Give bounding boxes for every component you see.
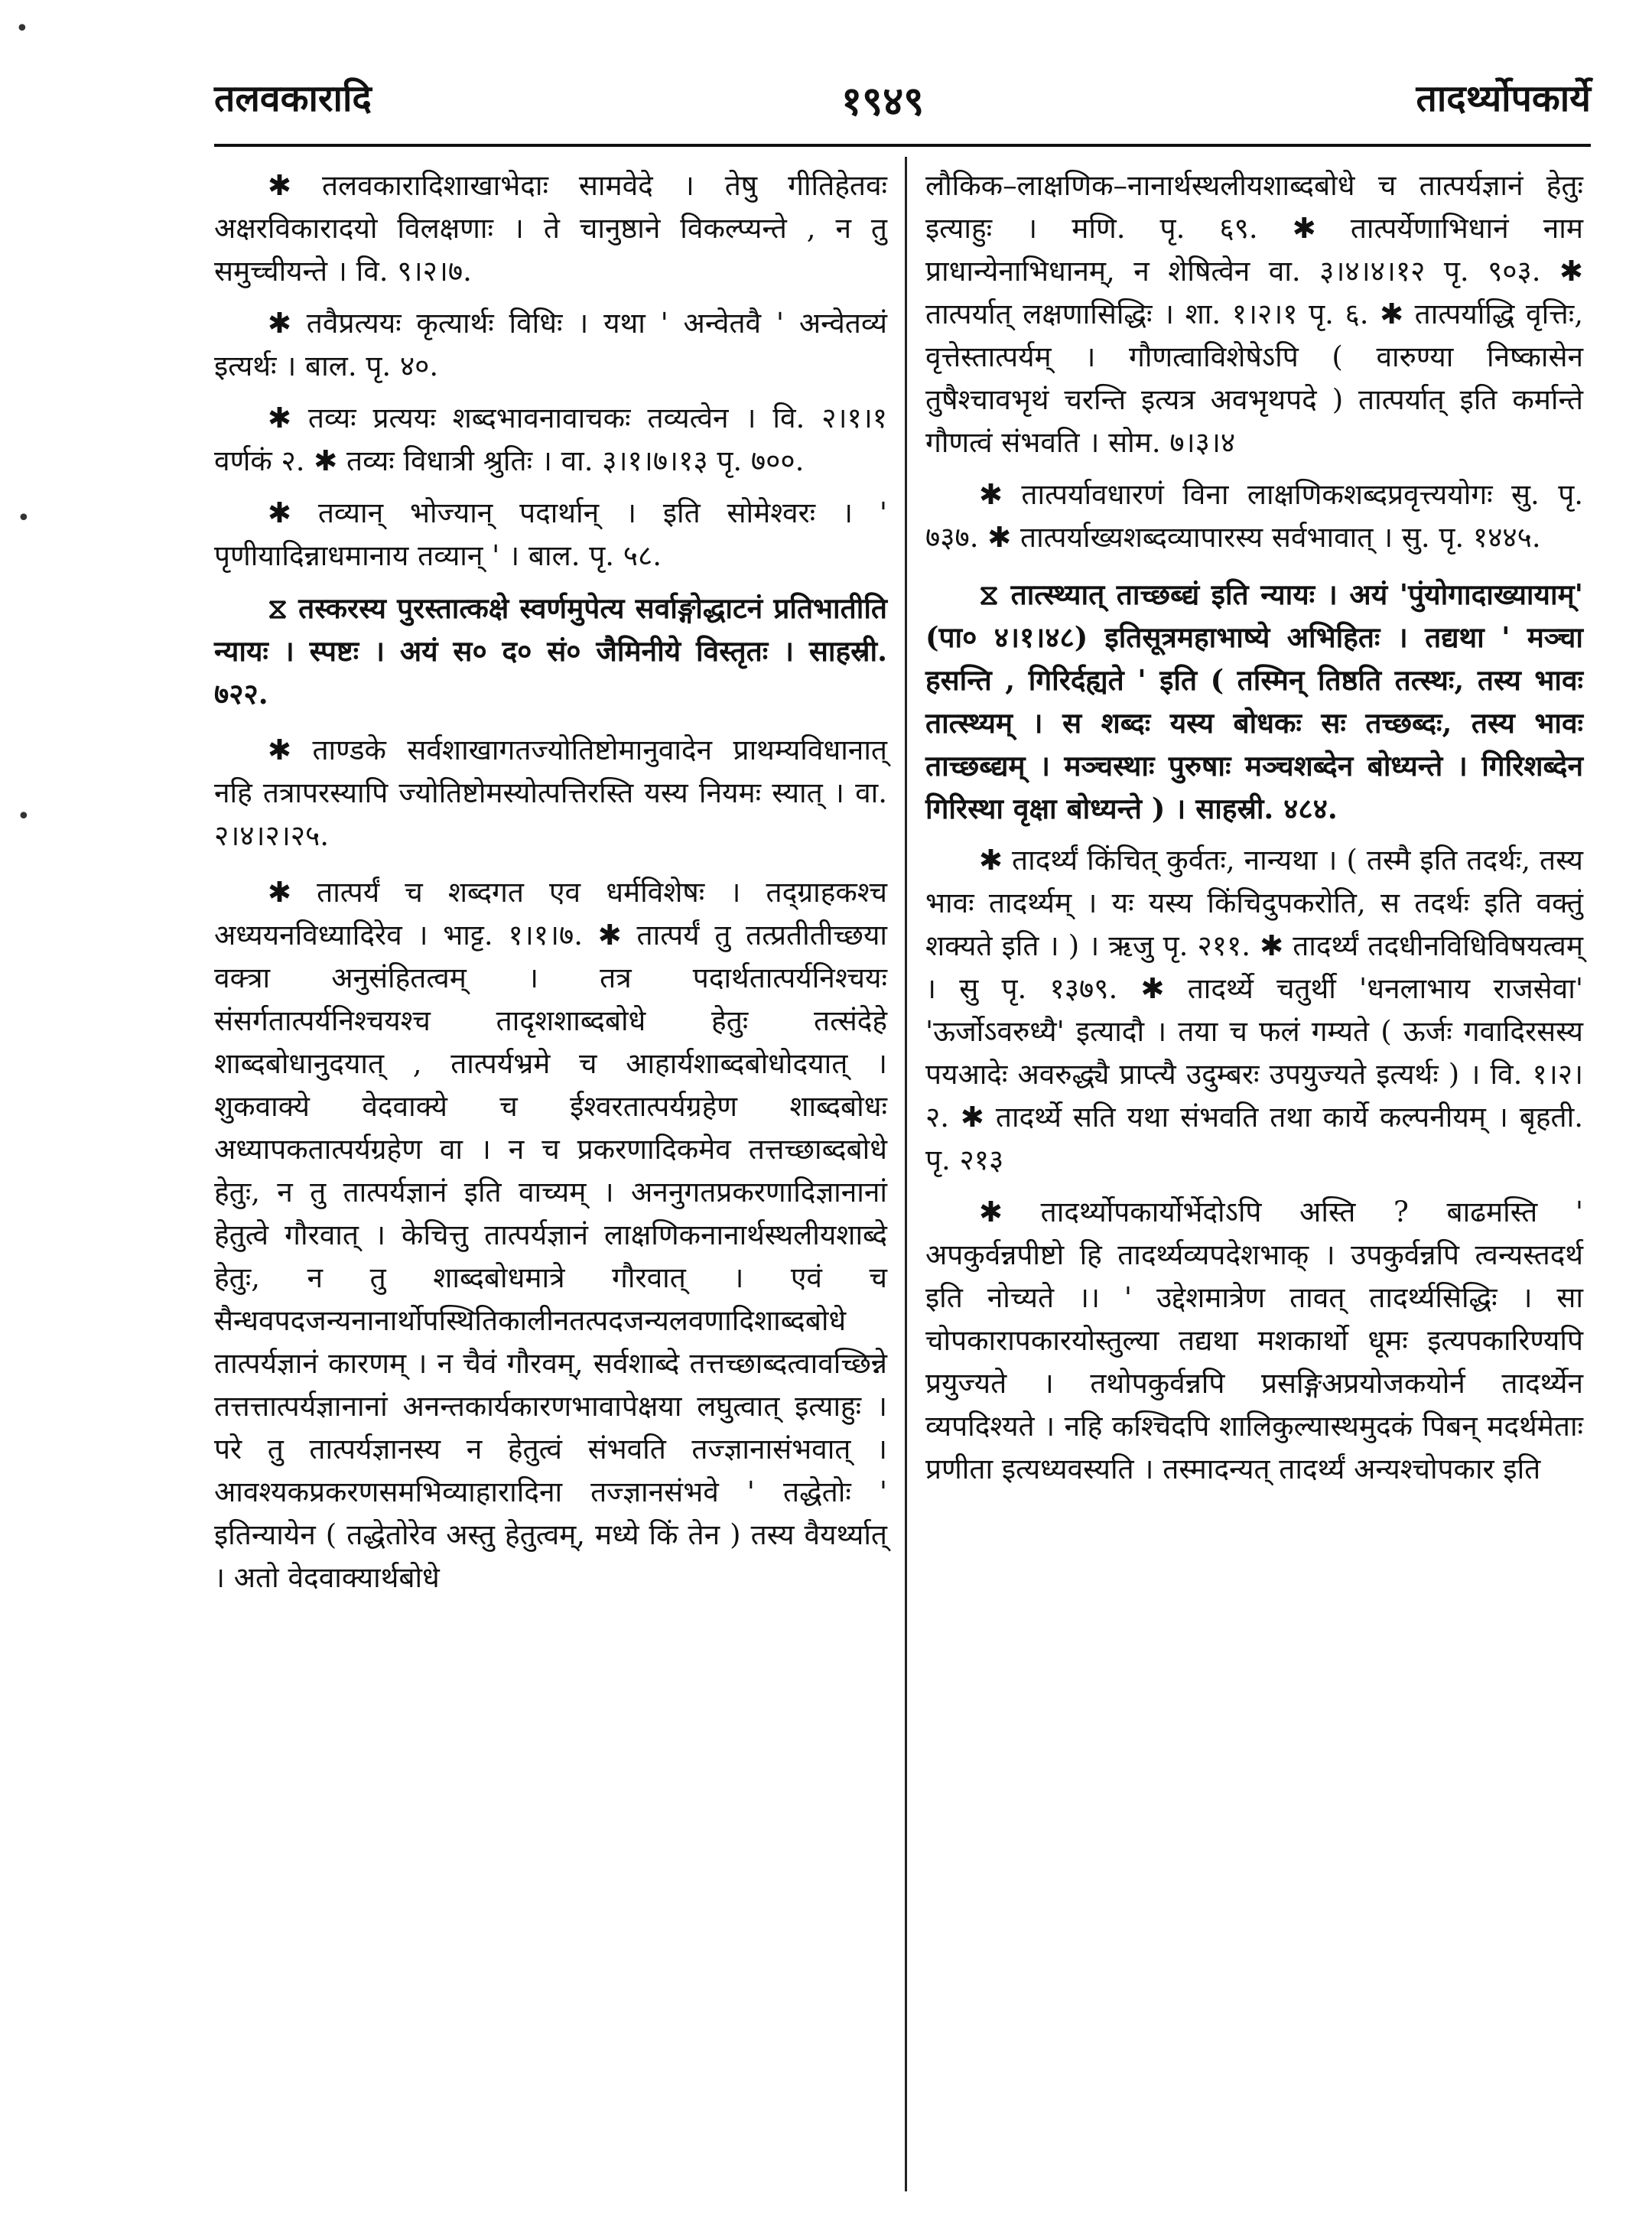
nyaya-entry-paragraph: ⧖ तस्करस्य पुरस्तात्कक्षे स्वर्णमुपेत्य सर्वाङ्गोद्धाटनं प्रतिभातीति न्यायः । स्पष्टः । अयं स० द० सं० जैमिनीये विस्तृतः । साहस्री. ७२२.: [214, 591, 887, 711]
entry-paragraph: ✱ तवैप्रत्ययः कृत्यार्थः विधिः । यथा ' अन्वेतवै ' अन्वेतव्यं इत्यर्थः । बाल. पृ. ४०.: [214, 307, 887, 382]
left-column: [214, 164, 887, 1599]
entry-paragraph: ✱ तात्पर्यं च शब्दगत एव धर्मविशेषः । तद्ग्राहकश्च अध्ययनविध्यादिरेव । भाट्ट. १।१।७. ✱ तात्पर्यं तु तत्प्रतीतीच्छया वक्त्रा अनुसंहितत्वम् । तत्र पदार्थतात्पर्यनिश्चयः संसर्गतात्पर्यनिश्चयश्च तादृशशाब्दबोधे हेतुः तत्संदेहे शाब्दबोधानुदयात् , तात्पर्यभ्रमे च आहार्यशाब्दबोधोदयात् । शुकवाक्ये वेदवाक्ये च ईश्वरतात्पर्यग्रहेण शाब्दबोधः अध्यापकतात्पर्यग्रहेण वा । न च प्रकरणादिकमेव तत्तच्छाब्दबोधे हेतुः, न तु तात्पर्यज्ञानं इति वाच्यम् । अननुगतप्रकरणादिज्ञानानां हेतुत्वे गौरवात् । केचित्तु तात्पर्यज्ञानं लाक्षणिकनानार्थस्थलीयशाब्दे हेतुः, न तु शाब्दबोधमात्रे गौरवात् । एवं च सैन्धवपदजन्यनानार्थोपस्थितिकालीनतत्पदजन्यलवणादिशाब्दबोधे तात्पर्यज्ञानं कारणम् । न चैवं गौरवम्, सर्वशाब्दे तत्तच्छाब्दत्वावच्छिन्ने तत्तत्तात्पर्यज्ञानानां अनन्तकार्यकारणभावापेक्षया लघुत्वात् इत्याहुः । परे तु तात्पर्यज्ञानस्य न हेतुत्वं संभवति तज्ज्ञानासंभवात् । आवश्यकप्रकरणसमभिव्याहारादिना तज्ज्ञानसंभवे ' तद्धेतोः ' इतिन्यायेन ( तद्धेतोरेव अस्तु हेतुत्वम्, मध्ये किं तेन ) तस्य वैयर्थ्यात् । अतो वेदवाक्यार्थबोधे: [214, 876, 887, 1594]
right-column: [925, 164, 1583, 1491]
nyaya-entry-paragraph: ⧖ तात्स्थ्यात् ताच्छब्द्यं इति न्यायः । अयं 'पुंयोगादाख्यायाम्' (पा० ४।१।४८) इतिसूत्रमहाभाष्ये अभिहितः । तद्यथा ' मञ्चा हसन्ति , गिरिर्दह्यते ' इति ( तस्मिन् तिष्ठति तत्स्थः, तस्य भावः तात्स्थ्यम् । स शब्दः यस्य बोधकः सः तच्छब्दः, तस्य भावः ताच्छब्द्यम् । मञ्चस्थाः पुरुषाः मञ्चशब्देन बोध्यन्ते । गिरिशब्देन गिरिस्था वृक्षा बोध्यन्ते ) । साहस्री. ४८४.: [925, 577, 1583, 825]
entry-paragraph: ✱ तव्यान् भोज्यान् पदार्थान् । इति सोमेश्वरः । ' पृणीयादिन्नाधमानाय तव्यान् ' । बाल. पृ. ५८.: [214, 496, 887, 572]
column-divider: [905, 157, 907, 2191]
margin-mark-icon: •: [17, 505, 31, 532]
entry-paragraph: ✱ तात्पर्यावधारणं विना लाक्षणिकशब्दप्रवृत्त्ययोगः सु. पृ. ७३७. ✱ तात्पर्याख्यशब्दव्यापारस्य सर्वभावात् । सु. पृ. १४४५.: [925, 478, 1583, 554]
running-head-right: तादर्थ्योपकार्ये: [1416, 77, 1591, 120]
entry-paragraph: ✱ तादर्थ्योपकार्योर्भेदोऽपि अस्ति ? बाढमस्ति ' अपकुर्वन्नपीष्टो हि तादर्थ्यव्यपदेशभाक् । उपकुर्वन्नपि त्वन्यस्तदर्थ इति नोच्यते ।। ' उद्देशमात्रेण तावत् तादर्थ्यसिद्धिः । सा चोपकारापकारयोस्तुल्या तद्यथा मशकार्थो धूमः इत्यपकारिण्यपि प्रयुज्यते । तथोपकुर्वन्नपि प्रसङ्गिअप्रयोजकयोर्न तादर्थ्येन व्यपदिश्यते । नहि कश्चिदपि शालिकुल्यास्थमुदकं पिबन् मदर्थमेताः प्रणीता इत्यध्यवस्यति । तस्मादन्यत् तादर्थ्यं अन्यश्चोपकार इति: [925, 1196, 1583, 1485]
margin-mark-icon: •: [17, 803, 31, 830]
header-rule: [214, 144, 1591, 147]
entry-paragraph: ✱ ताण्डके सर्वशाखागतज्योतिष्टोमानुवादेन प्राथम्यविधानात् नहि तत्रापरस्यापि ज्योतिष्टोमस्योत्पत्तिरस्ति यस्य नियमः स्यात् । वा. २।४।२।२५.: [214, 734, 887, 852]
page-number: १९४९: [841, 78, 925, 125]
margin-mark-icon: •: [15, 15, 29, 42]
running-head-left: तलवकारादि: [214, 77, 372, 120]
entry-paragraph: ✱ तलवकारादिशाखाभेदाः सामवेदे । तेषु गीतिहेतवः अक्षरविकारादयो विलक्षणाः । ते चानुष्ठाने विकल्प्यन्ते , न तु समुच्चीयन्ते । वि. ९।२।७.: [214, 169, 887, 288]
entry-paragraph: लौकिक–लाक्षणिक–नानार्थस्थलीयशाब्दबोधे च तात्पर्यज्ञानं हेतुः इत्याहुः । मणि. पृ. ६९. ✱ तात्पर्येणाभिधानं नाम प्राधान्येनाभिधानम्, न शेषित्वेन वा. ३।४।४।१२ पृ. ९०३. ✱ तात्पर्यात् लक्षणासिद्धिः । शा. १।२।१ पृ. ६. ✱ तात्पर्याद्धि वृत्तिः, वृत्तेस्तात्पर्यम् । गौणत्वाविशेषेऽपि ( वारुण्या निष्कासेन तुषैश्चावभृथं चरन्ति इत्यत्र अवभृथपदे ) तात्पर्यात् इति कर्मान्ते गौणत्वं संभवति । सोम. ७।३।४: [925, 169, 1583, 459]
entry-paragraph: ✱ तव्यः प्रत्ययः शब्दभावनावाचकः तव्यत्वेन । वि. २।१।१ वर्णकं २. ✱ तव्यः विधात्री श्रुतिः । वा. ३।१।७।१३ पृ. ७००.: [214, 402, 887, 477]
page-header: [214, 73, 1591, 134]
entry-paragraph: ✱ तादर्थ्यं किंचित् कुर्वतः, नान्यथा । ( तस्मै इति तदर्थः, तस्य भावः तादर्थ्यम् । यः यस्य किंचिदुपकरोति, स तदर्थः इति वक्तुं शक्यते इति । ) । ऋजु पृ. २११. ✱ तादर्थ्यं तदधीनविधिविषयत्वम् । सु पृ. १३७९. ✱ तादर्थ्ये चतुर्थी 'धनलाभाय राजसेवा' 'ऊर्जोऽवरुध्यै' इत्यादौ । तया च फलं गम्यते ( ऊर्जः गवादिरसस्य पयआदेः अवरुद्ध्यै प्राप्त्यै उदुम्बरः उपयुज्यते इत्यर्थः ) । वि. १।२।२. ✱ तादर्थ्ये सति यथा संभवति तथा कार्ये कल्पनीयम् । बृहती. पृ. २१३: [925, 844, 1583, 1176]
